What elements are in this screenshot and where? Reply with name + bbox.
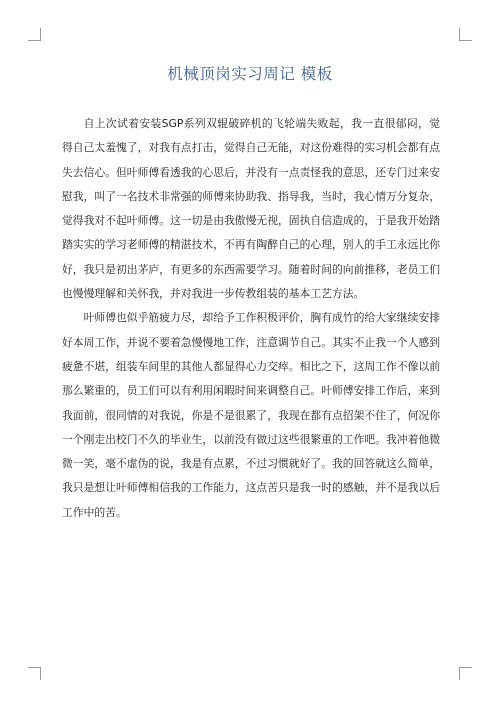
body-paragraph-2: 叶师傅也似乎筋疲力尽，却给予工作积极评价，胸有成竹的给大家继续安排好本周工作，并说不要着急慢慢地工作，注意调节自己。其实不止我一个人感到疲惫不堪，组装车间里的其他人都显得心力交瘁。相比之下，这周工作不像以前那么繁重的，员工们可以有利用闲暇时间来调整自己。叶师傅安排工作后，来到我面前，很同情的对我说，你是不是很累了，我现在都有点招架不住了，何况你一个刚走出校门不久的毕业生，以前没有做过这些很繁重的工作吧。我冲着他微微一笑，毫不虚伪的说，我是有点累，不过习惯就好了。我的回答就这么简单，我只是想让叶师傅相信我的工作能力，这点苦只是我一时的感触，并不是我以后工作中的苦。 bbox=[62, 311, 440, 519]
crop-mark-bottom-left bbox=[28, 667, 41, 680]
crop-mark-top-right bbox=[459, 28, 472, 41]
crop-mark-bottom-right bbox=[459, 667, 472, 680]
document-title: 机械顶岗实习周记 模板 bbox=[167, 65, 333, 83]
crop-mark-top-left bbox=[28, 28, 41, 41]
body-paragraph-1: 自上次试着安装SGP系列双辊破碎机的飞轮端失败起，我一直很郁闷，觉得自己太羞愧了，对我有点打击，觉得自己无能，对这份难得的实习机会都有点失去信心。但叶师傅看透我的心思后，并没有一点责怪我的意思，还专门过来安慰我，叫了一名技术非常强的师傅来协助我、指导我，当时，我心情万分复杂，觉得我对不起叶师傅。这一切是由我傲慢无视，固执自信造成的，于是我开始踏踏实实的学习老师傅的精湛技术，不再有陶醉自己的心理，别人的手工永远比你好，我只是初出茅庐，有更多的东西需要学习。随着时间的向前推移，老员工们也慢慢理解和关怀我，并对我进一步传教组装的基本工艺方法。 bbox=[62, 117, 440, 301]
document-body bbox=[62, 112, 440, 525]
